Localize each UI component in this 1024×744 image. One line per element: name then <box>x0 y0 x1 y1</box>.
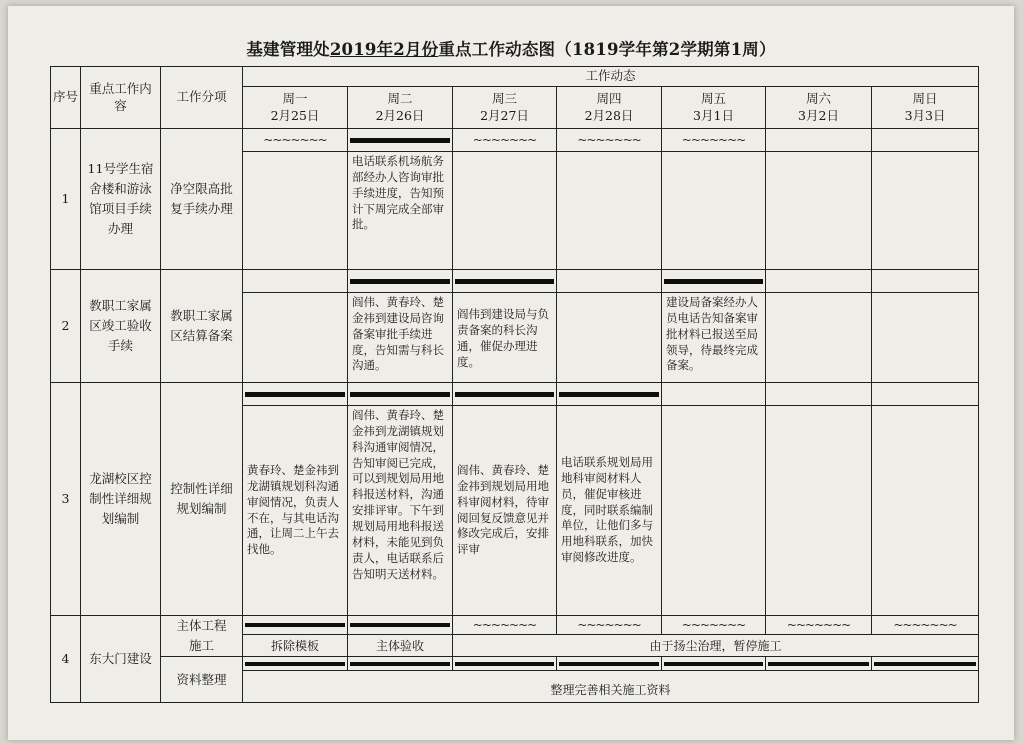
day-date: 3月1日 <box>693 107 734 123</box>
status-wavy-mark: ~~~~~~~ <box>786 618 851 633</box>
note-cell <box>557 152 662 270</box>
status-bar-mark <box>559 392 659 397</box>
status-bar <box>348 616 453 635</box>
status-bar <box>872 657 979 671</box>
status-wavy <box>453 616 557 635</box>
status-bar <box>453 657 557 671</box>
row3-task: 龙湖校区控制性详细规划编制 <box>81 383 161 616</box>
row2-task: 教职工家属区竣工验收手续 <box>81 270 161 383</box>
row1-note-tue: 电话联系机场航务部经办人咨询审批手续进度，告知预计下周完成全部审批。 <box>348 152 453 270</box>
status-bar-mark <box>874 662 976 666</box>
row1-index: 1 <box>51 129 81 270</box>
row3-note-thu: 电话联系规划局用地科审阅材料人员，催促审核进度，同时联系编制单位，让他们多与用地科联系，加快审阅修改进度。 <box>557 406 662 616</box>
note-cell <box>662 406 766 616</box>
status-empty <box>872 383 979 406</box>
row2-note-fri: 建设局备案经办人员电话告知备案审批材料已报送至局领导，待最终完成备案。 <box>662 293 766 383</box>
row4-task: 东大门建设 <box>81 616 161 703</box>
title-suffix: 重点工作动态图（1819学年第2学期第1周） <box>438 40 776 59</box>
status-bar-mark <box>350 138 450 143</box>
status-bar-mark <box>245 392 345 397</box>
status-bar-mark <box>768 662 869 666</box>
status-bar-mark <box>350 392 450 397</box>
status-bar <box>766 657 872 671</box>
header-task: 重点工作内容 <box>81 67 161 129</box>
row4-sub1-tue: 主体验收 <box>348 635 453 657</box>
day-date: 2月28日 <box>584 107 634 123</box>
day-name: 周一 <box>282 90 308 106</box>
status-bar-mark <box>664 662 763 666</box>
status-bar-mark <box>455 662 554 666</box>
row3-index: 3 <box>51 383 81 616</box>
status-empty <box>766 129 872 152</box>
status-bar-mark <box>350 623 450 627</box>
row4-sub1-category: 主体工程施工 <box>161 616 243 657</box>
status-wavy <box>662 129 766 152</box>
note-cell <box>243 293 348 383</box>
status-empty <box>557 270 662 293</box>
day-header-mon <box>243 87 348 129</box>
row2-note-wed: 阎伟到建设局与负责备案的科长沟通，催促办理进度。 <box>453 293 557 383</box>
header-index: 序号 <box>51 67 81 129</box>
status-bar-mark <box>245 662 345 666</box>
day-name: 周五 <box>700 90 726 106</box>
header-dynamic: 工作动态 <box>243 67 979 87</box>
row3-category: 控制性详细规划编制 <box>161 383 243 616</box>
day-name: 周六 <box>805 90 831 106</box>
status-bar <box>243 383 348 406</box>
status-bar <box>348 657 453 671</box>
status-wavy-mark: ~~~~~~~ <box>681 618 746 633</box>
note-cell <box>872 406 979 616</box>
status-bar <box>662 270 766 293</box>
row1-category: 净空限高批复手续办理 <box>161 129 243 270</box>
note-cell <box>872 293 979 383</box>
row4-sub2-all: 整理完善相关施工资料 <box>243 671 979 703</box>
header-category: 工作分项 <box>161 67 243 129</box>
day-date: 2月26日 <box>375 107 425 123</box>
status-bar <box>243 657 348 671</box>
note-cell <box>766 406 872 616</box>
status-bar-mark <box>455 279 554 284</box>
status-wavy <box>662 616 766 635</box>
page-title <box>8 36 1014 60</box>
status-wavy <box>557 616 662 635</box>
day-name: 周四 <box>596 90 622 106</box>
status-wavy <box>872 616 979 635</box>
day-date: 2月27日 <box>480 107 529 123</box>
row3-note-tue: 阎伟、黄春玲、楚金祎到龙湖镇规划科沟通审阅情况，告知审阅已完成，可以到规划局用地科报送材料，沟通安排评审。下午到规划局用地科报送材料，未能见到负责人，电话联系后告知明天送材料。 <box>348 406 453 616</box>
note-cell <box>453 152 557 270</box>
row4-sub1-mon: 拆除模板 <box>243 635 348 657</box>
status-wavy <box>243 129 348 152</box>
day-header-thu <box>557 87 662 129</box>
status-bar <box>557 383 662 406</box>
row1-task: 11号学生宿舍楼和游泳馆项目手续办理 <box>81 129 161 270</box>
status-bar-mark <box>664 279 763 284</box>
status-empty <box>872 129 979 152</box>
status-bar-mark <box>350 662 450 666</box>
day-header-sun <box>872 87 979 129</box>
status-bar <box>453 383 557 406</box>
status-wavy-mark: ~~~~~~~ <box>472 618 537 633</box>
document-page <box>8 6 1014 740</box>
status-empty <box>872 270 979 293</box>
status-empty <box>766 383 872 406</box>
status-bar <box>348 270 453 293</box>
day-name: 周日 <box>912 90 938 106</box>
note-cell <box>243 152 348 270</box>
status-wavy-mark: ~~~~~~~ <box>577 132 641 147</box>
status-bar <box>348 383 453 406</box>
row3-note-mon: 黄春玲、楚金祎到龙湖镇规划科沟通审阅情况，负责人不在，与其电话沟通，让周二上午去找他。 <box>243 406 348 616</box>
row4-index: 4 <box>51 616 81 703</box>
status-bar-mark <box>350 279 450 284</box>
status-wavy <box>453 129 557 152</box>
day-header-sat <box>766 87 872 129</box>
status-bar-mark <box>245 623 345 627</box>
status-empty <box>243 270 348 293</box>
status-empty <box>766 270 872 293</box>
status-wavy <box>766 616 872 635</box>
note-cell <box>766 293 872 383</box>
work-table <box>50 66 979 703</box>
status-wavy-mark: ~~~~~~~ <box>681 132 746 147</box>
note-cell <box>662 152 766 270</box>
day-date: 3月3日 <box>904 107 946 123</box>
status-bar-mark <box>559 662 659 666</box>
row2-category: 教职工家属区结算备案 <box>161 270 243 383</box>
day-date: 3月2日 <box>798 107 839 123</box>
status-bar <box>243 616 348 635</box>
status-empty <box>662 383 766 406</box>
day-date: 2月25日 <box>270 107 320 123</box>
row3-note-wed: 阎伟、黄春玲、楚金祎到规划局用地科审阅材料，待审阅回复反馈意见并修改完成后，安排评审 <box>453 406 557 616</box>
status-wavy-mark: ~~~~~~~ <box>893 618 957 633</box>
status-wavy-mark: ~~~~~~~ <box>472 132 537 147</box>
status-wavy-mark: ~~~~~~~ <box>577 618 641 633</box>
status-bar <box>662 657 766 671</box>
day-name: 周二 <box>387 90 413 106</box>
day-header-fri <box>662 87 766 129</box>
day-name: 周三 <box>491 90 517 106</box>
note-cell <box>872 152 979 270</box>
day-header-tue <box>348 87 453 129</box>
status-wavy <box>557 129 662 152</box>
row4-sub2-category: 资料整理 <box>161 657 243 703</box>
status-bar <box>453 270 557 293</box>
title-month: 2019年2月份 <box>329 40 439 59</box>
title-prefix: 基建管理处 <box>246 40 330 59</box>
row2-note-tue: 阎伟、黄春玲、楚金祎到建设局咨询备案审批手续进度，告知需与科长沟通。 <box>348 293 453 383</box>
note-cell <box>557 293 662 383</box>
status-bar-mark <box>455 392 554 397</box>
row2-index: 2 <box>51 270 81 383</box>
status-bar <box>348 129 453 152</box>
day-header-wed <box>453 87 557 129</box>
status-wavy-mark: ~~~~~~~ <box>263 132 327 147</box>
status-bar <box>557 657 662 671</box>
row4-sub1-rest: 由于扬尘治理，暂停施工 <box>453 635 979 657</box>
note-cell <box>766 152 872 270</box>
